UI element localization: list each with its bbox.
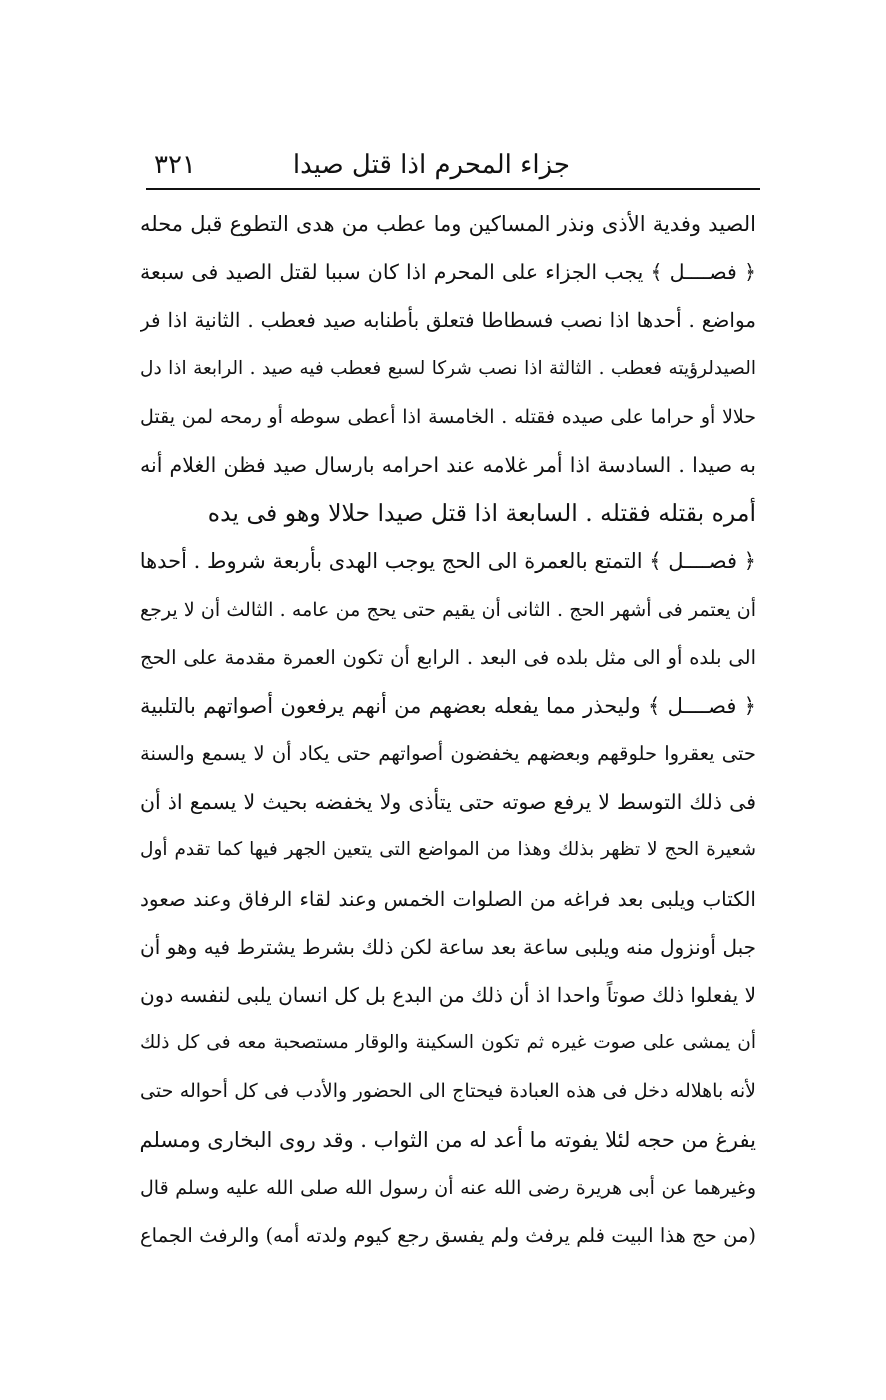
page-number: ٣٢١ [154, 150, 196, 180]
text-line: أن يمشى على صوت غيره ثم تكون السكينة والوقار مستصحبة معه فى كل ذلك [140, 1032, 756, 1054]
header-rule [146, 188, 760, 190]
text-line: ﴿ فصــــل ﴾ التمتع بالعمرة الى الحج يوجب الهدى بأربعة شروط . أحدها [140, 549, 756, 574]
text-line: (من حج هذا البيت فلم يرفث ولم يفسق رجع كيوم ولدته أمه) والرفث الجماع [140, 1223, 756, 1247]
text-line: ﴿ فصــــل ﴾ يجب الجزاء على المحرم اذا كان سببا لقتل الصيد فى سبعة [140, 260, 756, 285]
text-line: الى بلده أو الى مثل بلده فى البعد . الرابع أن تكون العمرة مقدمة على الحج [140, 645, 756, 669]
text-line: فى ذلك التوسط لا يرفع صوته حتى يتأذى ولا يخفضه بحيث لا يسمع اذ أن [140, 790, 756, 815]
text-line: الصيدلرؤيته فعطب . الثالثة اذا نصب شركا لسبع فعطب فيه صيد . الرابعة اذا دل [140, 357, 756, 379]
text-line: جبل أونزول منه ويلبى ساعة بعد ساعة لكن ذلك بشرط يشترط فيه وهو أن [140, 934, 756, 959]
text-line: يفرغ من حجه لئلا يفوته ما أعد له من الثواب . وقد روى البخارى ومسلم [140, 1127, 756, 1152]
body-text [140, 200, 756, 1260]
text-line: شعيرة الحج لا تظهر بذلك وهذا من المواضع التى يتعين الجهر فيها كما تقدم أول [140, 839, 756, 861]
text-line: لا يفعلوا ذلك صوتاً واحدا اذ أن ذلك من البدع بل كل انسان يلبى لنفسه دون [140, 983, 756, 1007]
text-line: الصيد وفدية الأذى ونذر المساكين وما عطب من هدى التطوع قبل محله [140, 212, 756, 236]
text-line: به صيدا . السادسة اذا أمر غلامه عند احرامه بارسال صيد فظن الغلام أنه [140, 452, 756, 477]
header-title: جزاء المحرم اذا قتل صيدا [292, 150, 570, 180]
text-line: أمره بقتله فقتله . السابعة اذا قتل صيدا حلالا وهو فى يده [207, 499, 756, 528]
text-line: لأنه باهلاله دخل فى هذه العبادة فيحتاج الى الحضور والأدب فى كل أحواله حتى [140, 1080, 756, 1103]
text-line: حلالا أو حراما على صيده فقتله . الخامسة اذا أعطى سوطه أو رمحه لمن يقتل [140, 405, 756, 428]
text-line: وغيرهما عن أبى هريرة رضى الله عنه أن رسول الله صلى الله عليه وسلم قال [140, 1176, 756, 1199]
running-header [150, 146, 760, 186]
text-line: ﴿ فصــــل ﴾ وليحذر مما يفعله بعضهم من أنهم يرفعون أصواتهم بالتلبية [140, 693, 756, 718]
text-line: حتى يعقروا حلوقهم وبعضهم يخفضون أصواتهم حتى يكاد أن لا يسمع والسنة [140, 742, 756, 766]
text-line: أن يعتمر فى أشهر الحج . الثانى أن يقيم حتى يحج من عامه . الثالث أن لا يرجع [140, 598, 756, 621]
text-line: مواضع . أحدها اذا نصب فسطاطا فتعلق بأطنابه صيد فعطب . الثانية اذا فر [140, 308, 756, 333]
text-line: الكتاب ويلبى بعد فراغه من الصلوات الخمس وعند لقاء الرفاق وعند صعود [140, 886, 756, 911]
